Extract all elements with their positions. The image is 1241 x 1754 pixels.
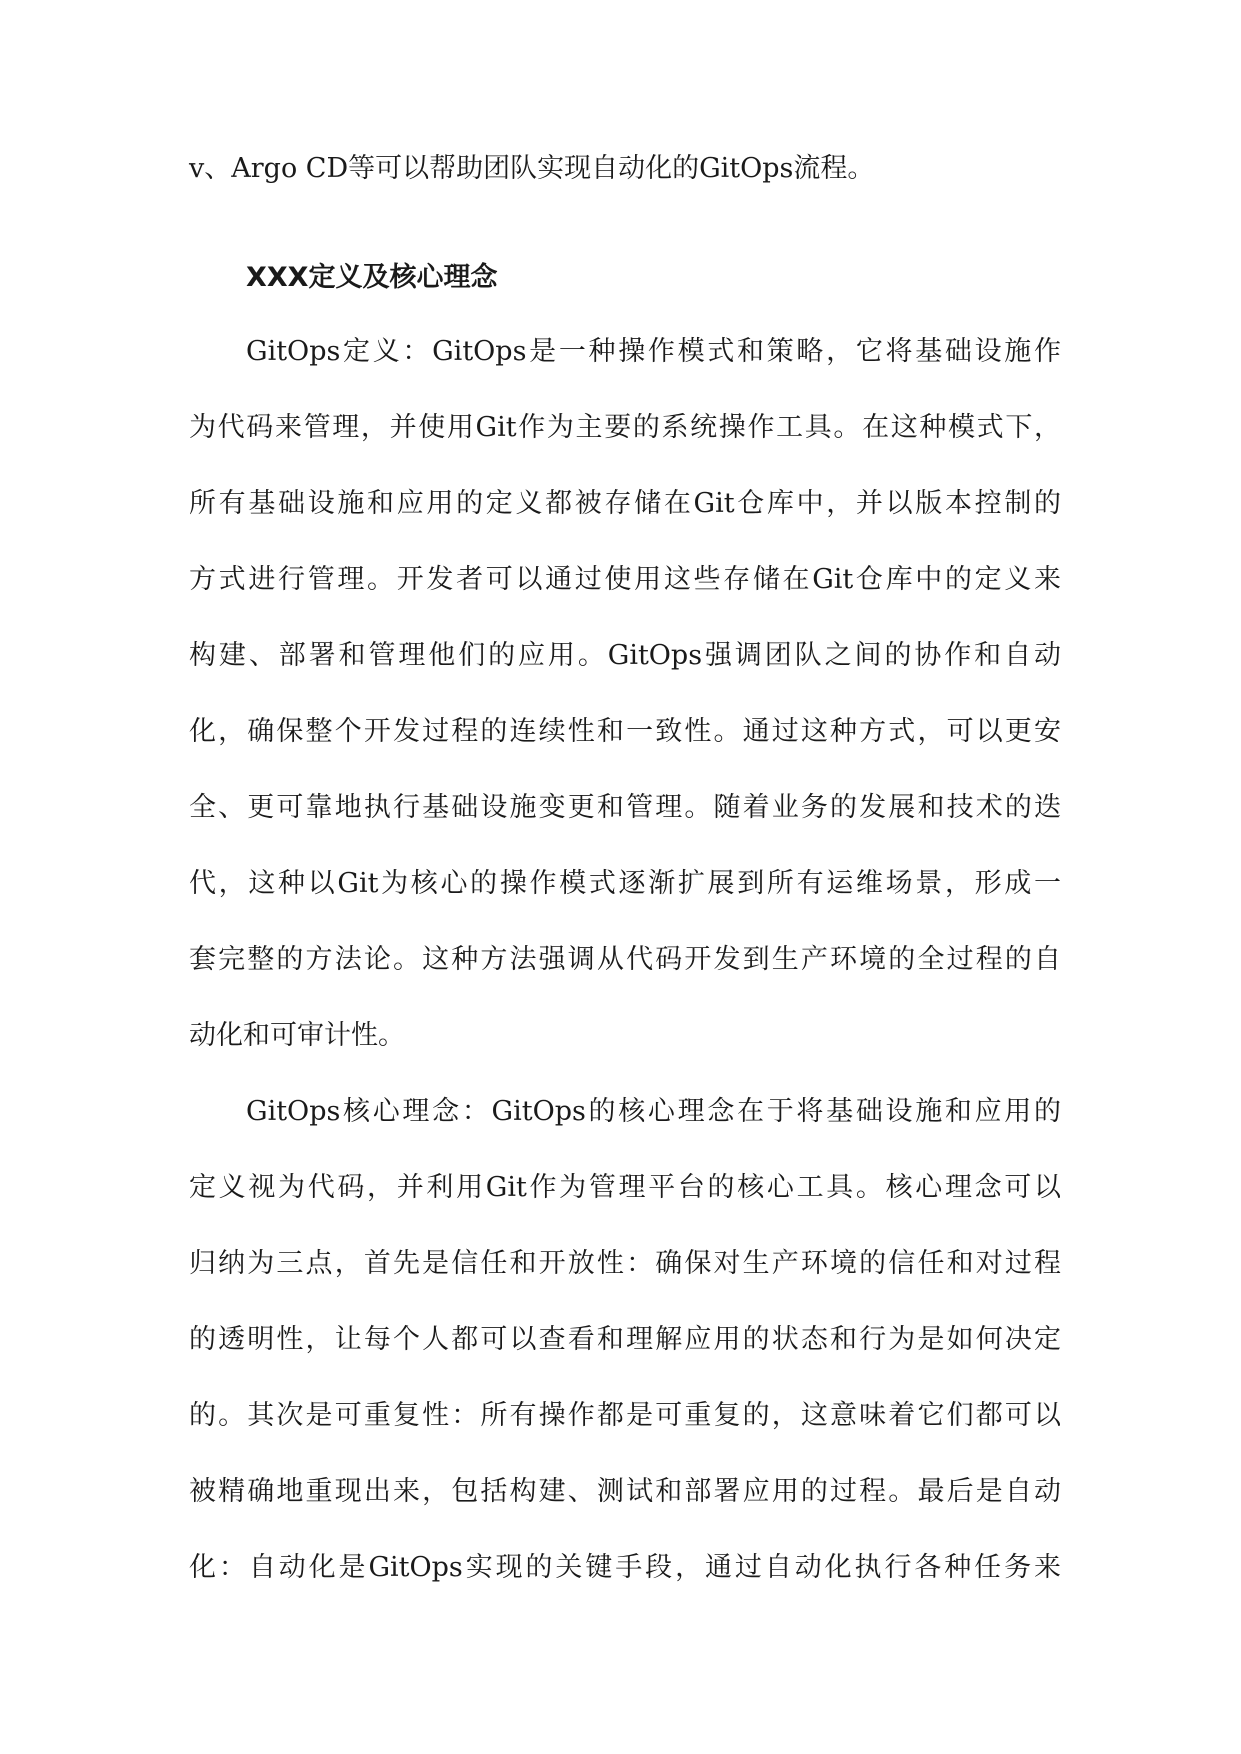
paragraph-line: 为代码来管理，并使用Git作为主要的系统操作工具。在这种模式下， bbox=[189, 412, 1061, 443]
intro-line: v、Argo CD等可以帮助团队实现自动化的GitOps流程。 bbox=[189, 153, 875, 184]
paragraph-line: GitOps定义：GitOps是一种操作模式和策略，它将基础设施作 bbox=[246, 336, 1062, 367]
paragraph-line: 定义视为代码，并利用Git作为管理平台的核心工具。核心理念可以 bbox=[189, 1172, 1061, 1203]
paragraph-line: 的。其次是可重复性：所有操作都是可重复的，这意味着它们都可以 bbox=[189, 1400, 1061, 1431]
paragraph-line: 代，这种以Git为核心的操作模式逐渐扩展到所有运维场景，形成一 bbox=[189, 868, 1061, 899]
paragraph-line: 归纳为三点，首先是信任和开放性：确保对生产环境的信任和对过程 bbox=[189, 1248, 1061, 1279]
paragraph-line: 化，确保整个开发过程的连续性和一致性。通过这种方式，可以更安 bbox=[189, 716, 1061, 747]
paragraph-line: 的透明性，让每个人都可以查看和理解应用的状态和行为是如何决定 bbox=[189, 1324, 1061, 1355]
paragraph-line: 所有基础设施和应用的定义都被存储在Git仓库中，并以版本控制的 bbox=[189, 488, 1061, 519]
paragraph-line: 方式进行管理。开发者可以通过使用这些存储在Git仓库中的定义来 bbox=[189, 564, 1061, 595]
paragraph-line: 全、更可靠地执行基础设施变更和管理。随着业务的发展和技术的迭 bbox=[189, 792, 1061, 823]
paragraph-line: 构建、部署和管理他们的应用。GitOps强调团队之间的协作和自动 bbox=[189, 640, 1061, 671]
paragraph-line: 动化和可审计性。 bbox=[189, 1020, 405, 1051]
paragraph-line: 套完整的方法论。这种方法强调从代码开发到生产环境的全过程的自 bbox=[189, 944, 1061, 975]
paragraph-line: 被精确地重现出来，包括构建、测试和部署应用的过程。最后是自动 bbox=[189, 1476, 1061, 1507]
paragraph-line: GitOps核心理念：GitOps的核心理念在于将基础设施和应用的 bbox=[246, 1096, 1061, 1127]
section-heading: XXX定义及核心理念 bbox=[246, 262, 498, 293]
paragraph-line: 化：自动化是GitOps实现的关键手段，通过自动化执行各种任务来 bbox=[189, 1552, 1061, 1583]
